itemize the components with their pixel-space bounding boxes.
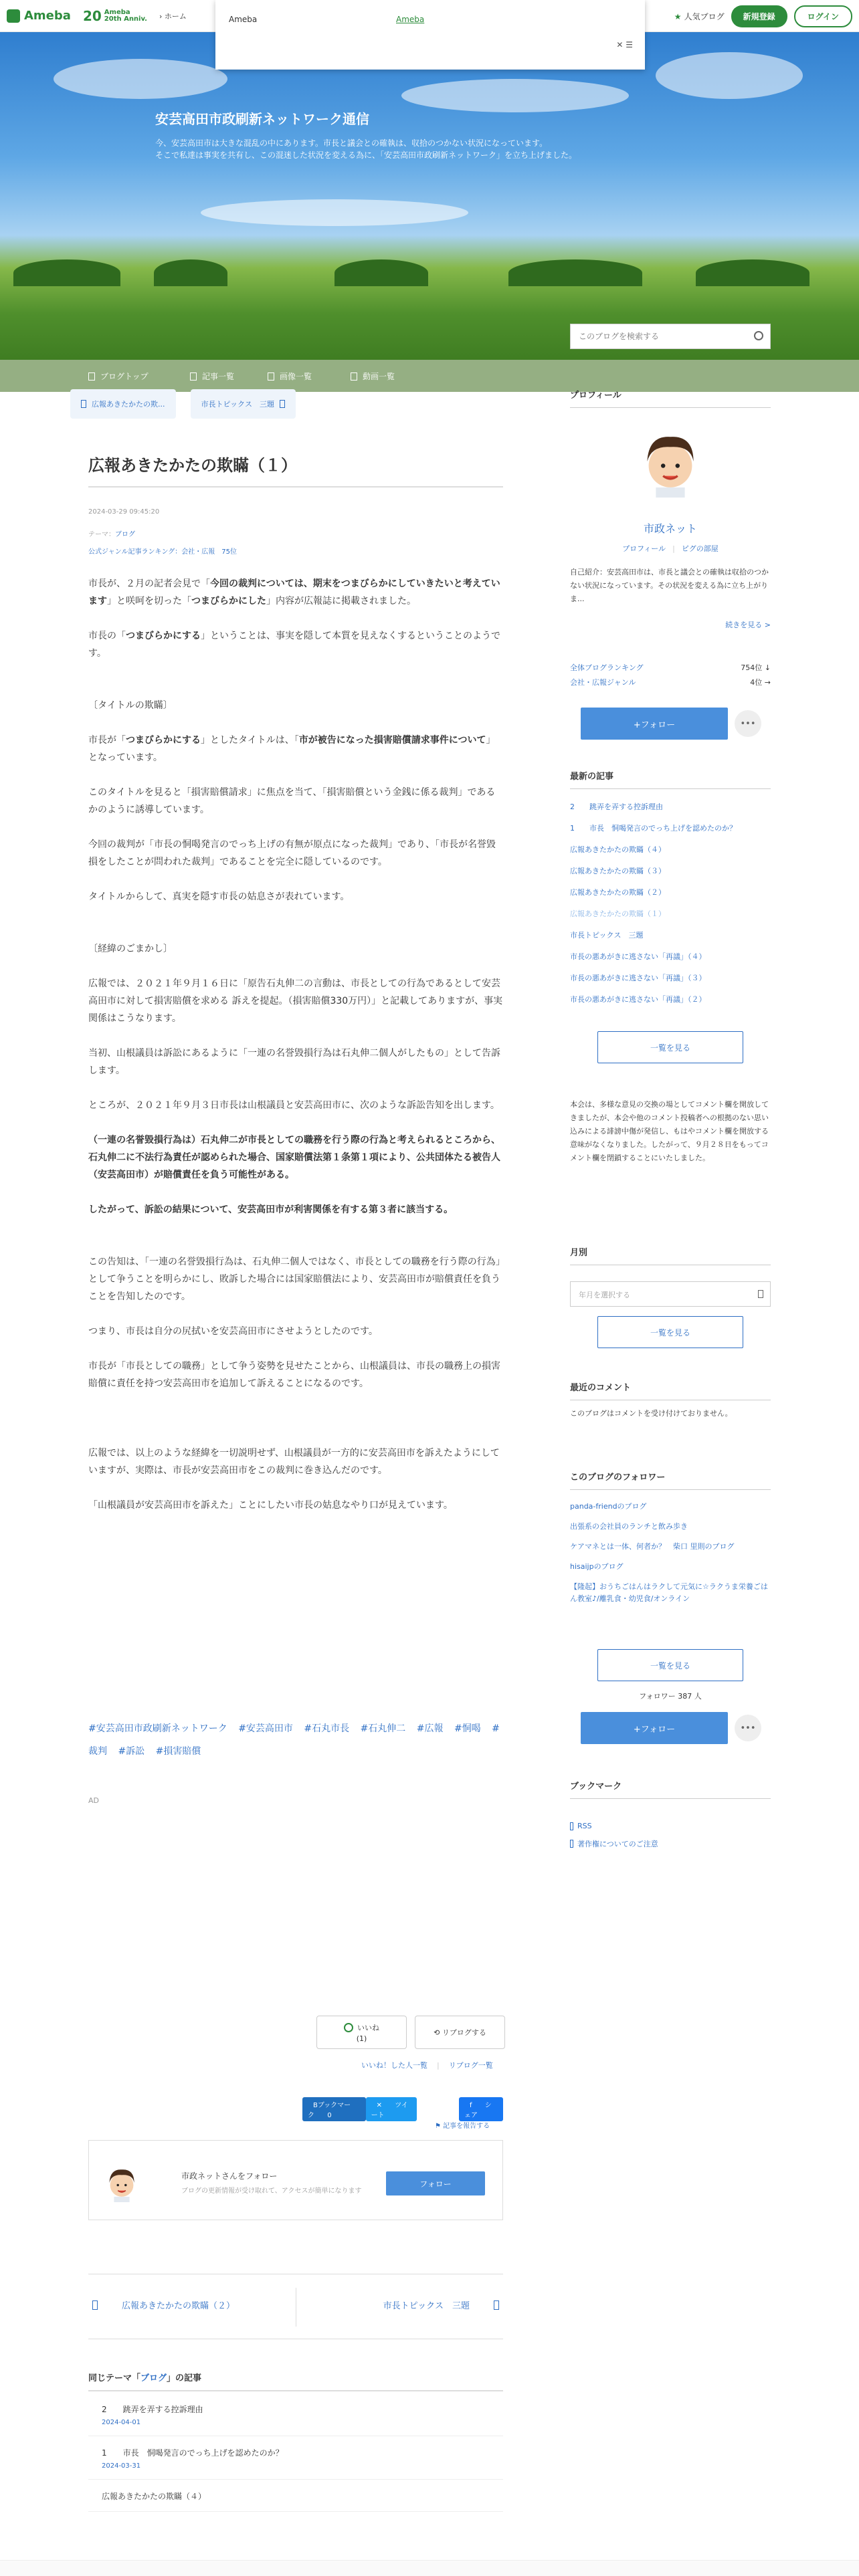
reblog-button[interactable]: ⟲ リブログする (415, 2016, 505, 2049)
anniversary-text: Ameba 20th Anniv. (104, 8, 147, 23)
theme-link[interactable]: ブログ (115, 531, 135, 538)
monthly-list-button[interactable]: 一覧を見る (597, 1316, 743, 1348)
overlay-popup (215, 0, 645, 70)
prev-entry-link[interactable]: 広報あきたかたの欺瞞（２） (92, 2298, 235, 2311)
profile-intro: 自己紹介：安芸高田市は、市長と議会との確執は収拾のつかない状況になっています。その状況を変える為に立ち上がりま... (570, 568, 769, 603)
comments-text: このブログはコメントを受け付けておりません。 (570, 1409, 733, 1418)
recent-item[interactable]: 市長トピックス 三題 (570, 931, 644, 940)
pigg-room-link[interactable]: ピグの部屋 (681, 544, 719, 553)
ameba-logo-icon (7, 9, 20, 23)
blog-header-image (0, 32, 859, 381)
flag-icon: ⚑ (435, 2123, 444, 2130)
hashtag-link[interactable]: #恫喝 (454, 1723, 481, 1734)
follower-item[interactable]: 出張系の会社員のランチと飲み歩き (570, 1522, 688, 1531)
blog-description: 今、安芸高田市は大きな混乱の中にあります。市長と議会との確執は、収拾のつかない状況になっています。 そこで私達は事実を共有し、この混迷した状況を変える為に、「安芸高田市政刷新ネットワーク」を立ち上げました。 (155, 138, 577, 160)
profile-links: プロフィール | ピグの部屋 (622, 544, 719, 553)
bottom-bar (0, 2560, 859, 2576)
liked-users-link[interactable]: いいね！した人一覧 (361, 2061, 427, 2070)
same-theme-list (88, 2393, 503, 2512)
crown-icon: ★ (674, 11, 682, 21)
pager-top (70, 389, 296, 419)
month-select[interactable]: 年月を選択する (570, 1281, 771, 1307)
avatar-image (634, 425, 706, 498)
hashtag-link[interactable]: #訴訟 (118, 1746, 145, 1757)
like-button[interactable]: いいね (1) (316, 2016, 407, 2049)
image-icon (268, 372, 274, 381)
bookmark-section: ブックマーク RSS 著作権についてのご注意 (570, 1779, 771, 1857)
ranking-genre[interactable]: 会社・広報ジャンル 4位 → (570, 678, 771, 687)
twitter-icon: ✕ (376, 2102, 385, 2109)
video-icon (351, 372, 357, 381)
hashtag-link[interactable]: #裁判 (88, 1723, 500, 1757)
prev-entry-link-top[interactable]: 広報あきたかたの欺... (70, 389, 176, 419)
signup-button[interactable]: 新規登録 (731, 5, 787, 27)
ad-label: AD (88, 1796, 99, 1805)
recent-item[interactable]: 市長の悪あがきに逃さない「再議」（２） (570, 995, 706, 1004)
search-icon[interactable] (754, 331, 763, 340)
rss-icon (570, 1822, 573, 1830)
profile-avatar[interactable] (634, 425, 706, 498)
recent-item[interactable]: 広報あきたかたの欺瞞（３） (570, 867, 666, 875)
section-heading: 〔経緯のごまかし〕 (88, 944, 173, 954)
recent-item[interactable]: 2 跳弄を弄する控訴理由 (570, 802, 663, 811)
ameba-logo[interactable]: Ameba (7, 9, 71, 23)
hashtag-link[interactable]: #石丸伸二 (360, 1723, 406, 1734)
hashtag-list (88, 1717, 503, 1763)
chevron-right-icon (280, 400, 285, 408)
recent-entries: 最新の記事 2 跳弄を弄する控訴理由 1 市長 恫喝発言のでっち上げを認めたのか？ 広報あきたかたの欺瞞（４） 広報あきたかたの欺瞞（３） 広報あきたかたの欺瞞（２） 広報あきたかたの欺瞞（１） 市長トピックス 三題 市長の悪あがきに逃さない「再議」（４） 市長の悪あがきに逃さない「再議」（３） 市長の悪あがきに逃さない「再議」（２） (570, 769, 771, 1015)
list-item[interactable]: 広報あきたかたの欺瞞（４） (88, 2480, 503, 2512)
quote-paragraph: （一連の名誉毀損行為は）石丸伸二が市長としての職務を行う際の行為と考えられるところから、石丸伸二に不法行為責任が認められた場合、国家賠償法第１条第１項により、公共団体たる被告人（安芸高田市）が賠償責任を負う可能性がある。 (88, 1135, 500, 1180)
follow-button-bottom[interactable]: +フォロー (581, 1712, 728, 1744)
paragraph: 広報では、以上のような経緯を一切説明せず、山根議員が一方的に安芸高田市を訴えたようにしていますが、実際は、市長が安芸高田市をこの裁判に巻き込んだのです。 (88, 1448, 500, 1476)
like-icon (344, 2023, 353, 2032)
follow-card-sub: ブログの更新情報が受け取れて、アクセスが簡単になります (181, 2187, 362, 2195)
next-entry-link-top[interactable]: 市長トピックス 三題 (191, 389, 296, 419)
reblog-icon: ⟲ (434, 2028, 442, 2037)
paragraph: ところが、２０２１年９月３日市長は山根議員と安芸高田市に、次のような訴訟告知を出します。 (88, 1100, 500, 1111)
quote-paragraph: したがって、訴訟の結果について、安芸高田市が利害関係を有する第３者に該当する。 (88, 1204, 454, 1215)
list-item[interactable]: 1 市長 恫喝発言のでっち上げを認めたのか？ 2024-03-31 (88, 2436, 503, 2480)
copyright-link[interactable]: 著作権についてのご注意 (570, 1838, 771, 1849)
popup-link[interactable]: Ameba (396, 15, 425, 24)
paragraph: 市長の「つまびらかにする」ということは、事実を隠して本質を見えなくするということのようです。 (88, 631, 500, 659)
paragraph: 当初、山根議員は訴訟にあるように「一連の名誉毀損行為は石丸伸二個人がしたもの」として告訴します。 (88, 1048, 500, 1076)
pager-bottom (88, 2274, 503, 2339)
blog-nav (0, 360, 859, 392)
reblog-list-link[interactable]: リブログ一覧 (448, 2061, 493, 2070)
avatar-image (102, 2163, 141, 2202)
profile-name[interactable]: 市政ネット (643, 522, 697, 535)
paragraph: 広報では、２０２１年９月１６日に「原告石丸伸二の言動は、市長としての行為であるとして安芸高田市に対して損害賠償を求める 訴えを提起。（損害賠償330万円）」と記載してありますが、事実関係はこうなります。 (88, 978, 503, 1024)
follow-button[interactable]: +フォロー (581, 708, 728, 740)
recent-item[interactable]: 広報あきたかたの欺瞞（２） (570, 888, 666, 897)
anniversary-logo[interactable] (83, 8, 147, 24)
paragraph: この告知は、「一連の名誉毀損行為は、石丸伸二個人ではなく、市長としての職務を行う際の行為」として争うことを明らかにし、敗訴した場合には国家賠償法により、安芸高田市が賠償責任を負うことを告知したのです。 (88, 1257, 500, 1302)
hatena-bookmark-button[interactable]: Bブックマーク 0 (302, 2097, 366, 2121)
popup-close-button[interactable]: ✕ ☰ (616, 40, 633, 49)
nav-entry-list[interactable]: 記事一覧 (190, 370, 234, 382)
copyright-icon (570, 1840, 573, 1848)
ranking-all[interactable]: 全体ブログランキング 754位 ↓ (570, 663, 771, 672)
home-link[interactable]: › ホーム (159, 11, 187, 21)
follower-count: フォロワー 387 人 (639, 1692, 702, 1701)
paragraph: つまり、市長は自分の尻拭いを安芸高田市にさせようとしたのです。 (88, 1326, 378, 1337)
facebook-icon: f (469, 2102, 474, 2109)
report-link[interactable]: ⚑ 記事を報告する (435, 2123, 490, 2130)
profile-link[interactable]: プロフィール (622, 544, 666, 553)
nav-blog-top[interactable]: ブログトップ (88, 370, 149, 382)
hashtag-link[interactable]: #安芸高田市政刷新ネットワーク (88, 1723, 227, 1734)
follower-item[interactable]: panda-friendのブログ (570, 1502, 647, 1511)
popup-title: Ameba (229, 15, 258, 24)
home-icon (88, 372, 95, 381)
popular-blog-link[interactable]: ★ 人気ブログ (674, 11, 725, 21)
paragraph: 市長が、２月の記者会見で「今回の裁判については、期末をつまびらかにしていきたいと考えています」と咲呵を切った「つまびらかにした」内容が広報誌に掲載されました。 (88, 578, 500, 607)
paragraph: 市長が「市長としての職務」として争う姿勢を見せたことから、山根議員は、市長の職務上の損害賠償に責任を持つ安芸高田市を追加して訴えることになるのです。 (88, 1361, 500, 1389)
profile-heading: プロフィール (570, 388, 771, 408)
chevron-down-icon (758, 1290, 763, 1298)
nav-image-list[interactable]: 画像一覧 (268, 370, 312, 382)
avatar (102, 2163, 141, 2202)
follow-card-button[interactable]: フォロー (386, 2171, 485, 2195)
recent-item[interactable]: 広報あきたかたの欺瞞（４） (570, 845, 666, 854)
hashtag-link[interactable]: #損害賠償 (155, 1746, 201, 1757)
follow-card-title: 市政ネットさんをフォロー (181, 2171, 278, 2181)
profile-more-link[interactable]: 続きを見る > (725, 621, 771, 629)
hashtag-link[interactable]: #広報 (416, 1723, 444, 1734)
recent-item-current[interactable]: 広報あきたかたの欺瞞（１） (570, 909, 666, 918)
list-icon (190, 372, 197, 381)
recent-list-button[interactable]: 一覧を見る (597, 1031, 743, 1063)
followers-section: このブログのフォロワー panda-friendのブログ 出張系の会社員のランチと飲み歩き ケアマネとは一体、何者か？ 柴口 里則のブログ hisaijpのブログ 【隆起】おうちごはんはラクして元気に☆ラクうま栄養ごはん教室♪/離乳食・幼児食/オンライン (570, 1470, 771, 1613)
login-button[interactable]: ログイン (794, 5, 852, 27)
hashtag-link[interactable]: #石丸市長 (304, 1723, 350, 1734)
article-ranking[interactable]: 公式ジャンル記事ランキング：会社・広報 75位 (88, 548, 237, 556)
recent-item[interactable]: 市長の悪あがきに逃さない「再議」（３） (570, 974, 706, 982)
follow-card (88, 2140, 503, 2220)
comment-notice: 本会は、多様な意見の交換の場としてコメント欄を開放してきましたが、本会や他のコメント投稿者への根拠のない思い込みによる誹謗中傷が発信し、もはやコメント欄を開放する意味がなくなりました。したがって、９月２８日をもってコメント欄を閉鎖することにいたしました。 (570, 1100, 769, 1162)
list-item[interactable]: 2 跳弄を弄する控訴理由 2024-04-01 (88, 2393, 503, 2436)
article-theme: テーマ：ブログ (88, 531, 135, 538)
nav-video-list[interactable]: 動画一覧 (351, 370, 395, 382)
blog-title[interactable]: 安芸高田市政刷新ネットワーク通信 (155, 111, 369, 127)
comments-heading: 最近のコメント (570, 1380, 771, 1400)
followers-list (570, 1501, 771, 1605)
article-title: 広報あきたかたの欺瞞（１） (88, 452, 503, 488)
more-menu-button-bottom[interactable]: ••• (735, 1715, 761, 1741)
section-heading: 〔タイトルの欺瞞〕 (88, 700, 173, 711)
hashtag-link[interactable]: #安芸高田市 (238, 1723, 293, 1734)
follower-item[interactable]: hisaijpのブログ (570, 1562, 624, 1571)
followers-list-button[interactable]: 一覧を見る (597, 1649, 743, 1681)
recent-item[interactable]: 市長の悪あがきに逃さない「再議」（４） (570, 952, 706, 961)
facebook-share-button[interactable]: f シェア (459, 2097, 503, 2121)
paragraph: 「山根議員が安芸高田市を訴えた」ことにしたい市長の姑息なやり口が見えています。 (88, 1500, 453, 1511)
more-menu-button[interactable]: ••• (735, 710, 761, 737)
monthly-heading: 月別 (570, 1245, 771, 1265)
follower-item[interactable]: 【隆起】おうちごはんはラクして元気に☆ラクうま栄養ごはん教室♪/離乳食・幼児食/オンライン (570, 1582, 768, 1603)
paragraph: 今回の裁判が「市長の恫喝発言のでっち上げの有無が原点になった裁判」であり、「市長が名誉毀損をしたことが問われた裁判」であることを完全に隠しているのです。 (88, 839, 496, 867)
article-body (88, 575, 503, 1531)
chevron-right-icon (494, 2300, 499, 2310)
reaction-links: いいね！した人一覧 | リブログ一覧 (361, 2061, 493, 2070)
article-date: 2024-03-29 09:45:20 (88, 508, 160, 516)
same-theme-heading: 同じテーマ「ブログ」の記事 (88, 2371, 503, 2391)
anniversary-number: 20 (82, 7, 102, 24)
bookmark-links (570, 1822, 771, 1849)
follower-item[interactable]: ケアマネとは一体、何者か？ 柴口 里則のブログ (570, 1542, 735, 1551)
reaction-buttons (316, 2016, 505, 2049)
paragraph: タイトルからして、真実を隠す市長の姑息さが表れています。 (88, 891, 350, 902)
share-buttons (302, 2097, 503, 2121)
chevron-left-icon (81, 400, 86, 408)
paragraph: このタイトルを見ると「損害賠償請求」に焦点を当て、「損害賠償という金銭に係る裁判」であるかのように誘導しています。 (88, 787, 496, 815)
recent-item[interactable]: 1 市長 恫喝発言のでっち上げを認めたのか？ (570, 824, 737, 833)
chevron-left-icon (92, 2300, 98, 2310)
rss-link[interactable]: RSS (570, 1822, 771, 1830)
tweet-button[interactable]: ✕ ツイート (366, 2097, 417, 2121)
blog-search (570, 324, 771, 349)
blog-search-input[interactable] (571, 324, 745, 348)
paragraph: 市長が「つまびらかにする」としたタイトルは、「市が被告になった損害賠償請求事件について」となっています。 (88, 735, 496, 763)
recent-list (570, 801, 771, 1006)
next-entry-link[interactable]: 市長トピックス 三題 (383, 2298, 499, 2311)
